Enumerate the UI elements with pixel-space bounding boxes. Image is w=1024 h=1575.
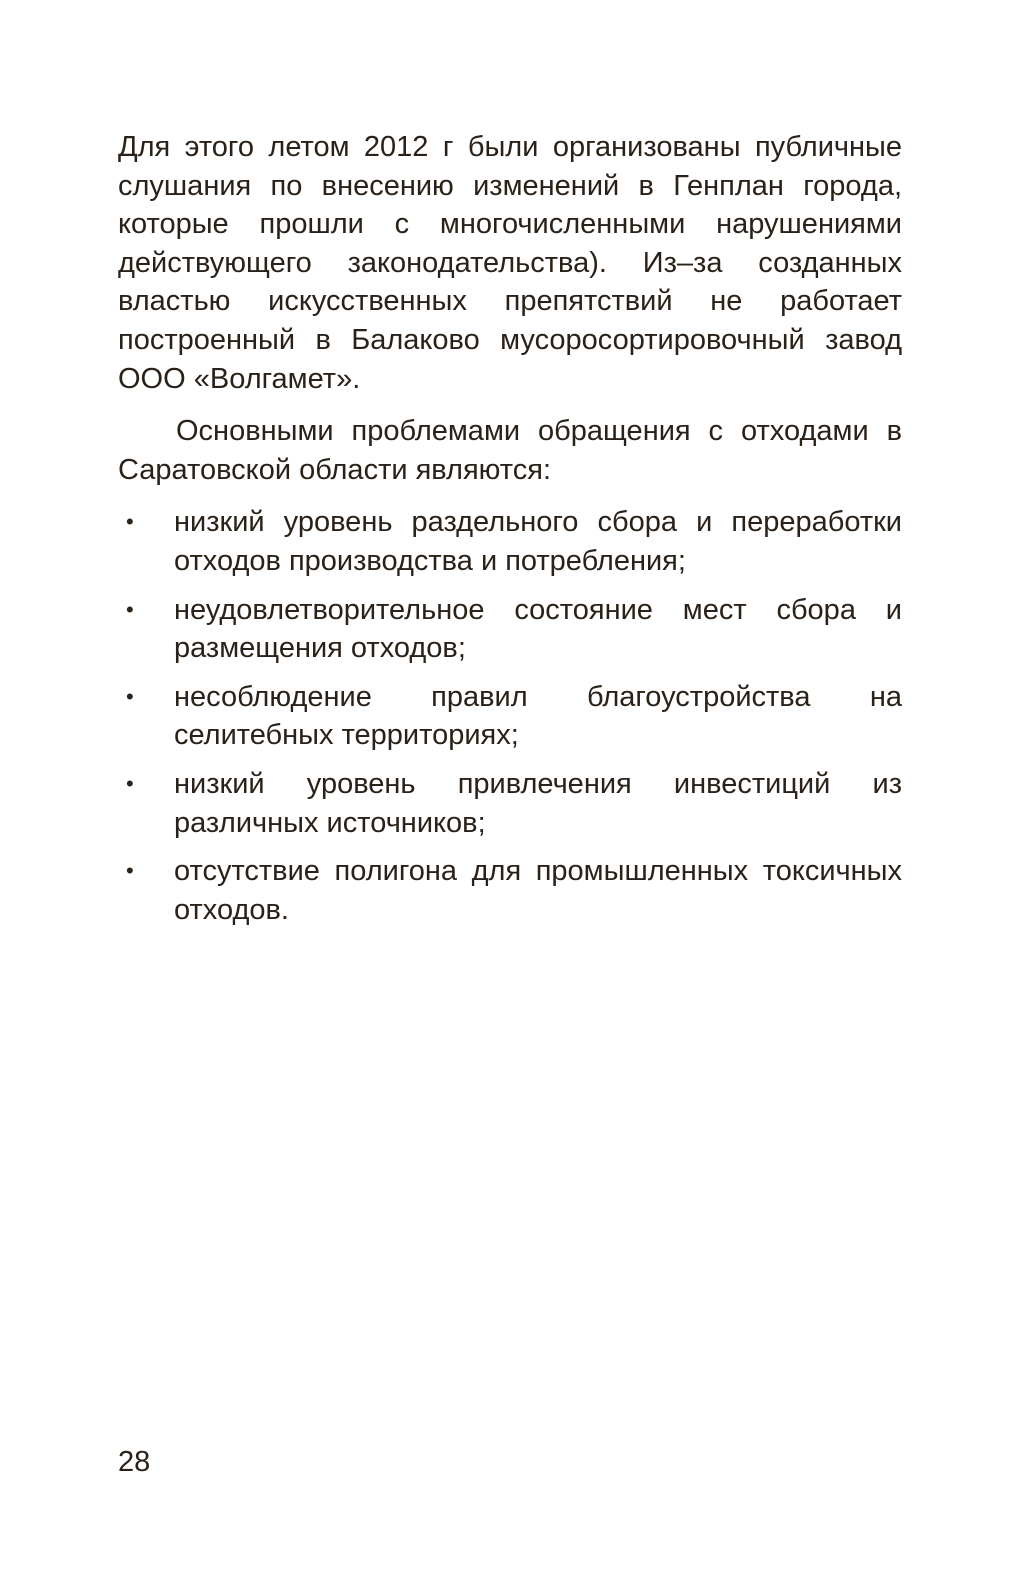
bullet-icon: • — [126, 683, 134, 709]
page-number: 28 — [118, 1446, 151, 1478]
bullet-icon: • — [126, 858, 134, 884]
list-item-text: отсутствие полигона для промышленных токсичных отходов. — [174, 855, 902, 926]
bullet-icon: • — [126, 509, 134, 535]
paragraph-problems-lead: Основными проблемами обращения с отходами в Саратовской области являются: — [118, 415, 902, 486]
list-item — [118, 591, 902, 668]
problems-list — [118, 503, 902, 929]
list-item — [118, 503, 902, 580]
list-item — [118, 852, 902, 929]
bullet-icon: • — [126, 596, 134, 622]
list-item-text: несоблюдение правил благоустройства на селитебных территориях; — [174, 680, 902, 752]
list-item-text: низкий уровень привлечения инвестиций из различных источников; — [174, 767, 902, 839]
list-item-text: неудовлетворительное состояние мест сбора и размещения отходов; — [174, 593, 902, 665]
page-body — [118, 128, 902, 939]
list-item — [118, 765, 902, 842]
bullet-icon: • — [126, 770, 134, 796]
list-item — [118, 678, 902, 755]
paragraph-intro: Для этого летом 2012 г были организованы публичные слушания по внесению изменений в Генплан города, которые прошли с многочисленными нарушениями действующего законодательства). Из–за созданных властью искусственных препятствий не работает построенный в Балаково мусоросортировочный завод ООО «Волгамет». — [118, 131, 902, 395]
list-item-text: низкий уровень раздельного сбора и переработки отходов производства и потребления; — [174, 506, 902, 577]
